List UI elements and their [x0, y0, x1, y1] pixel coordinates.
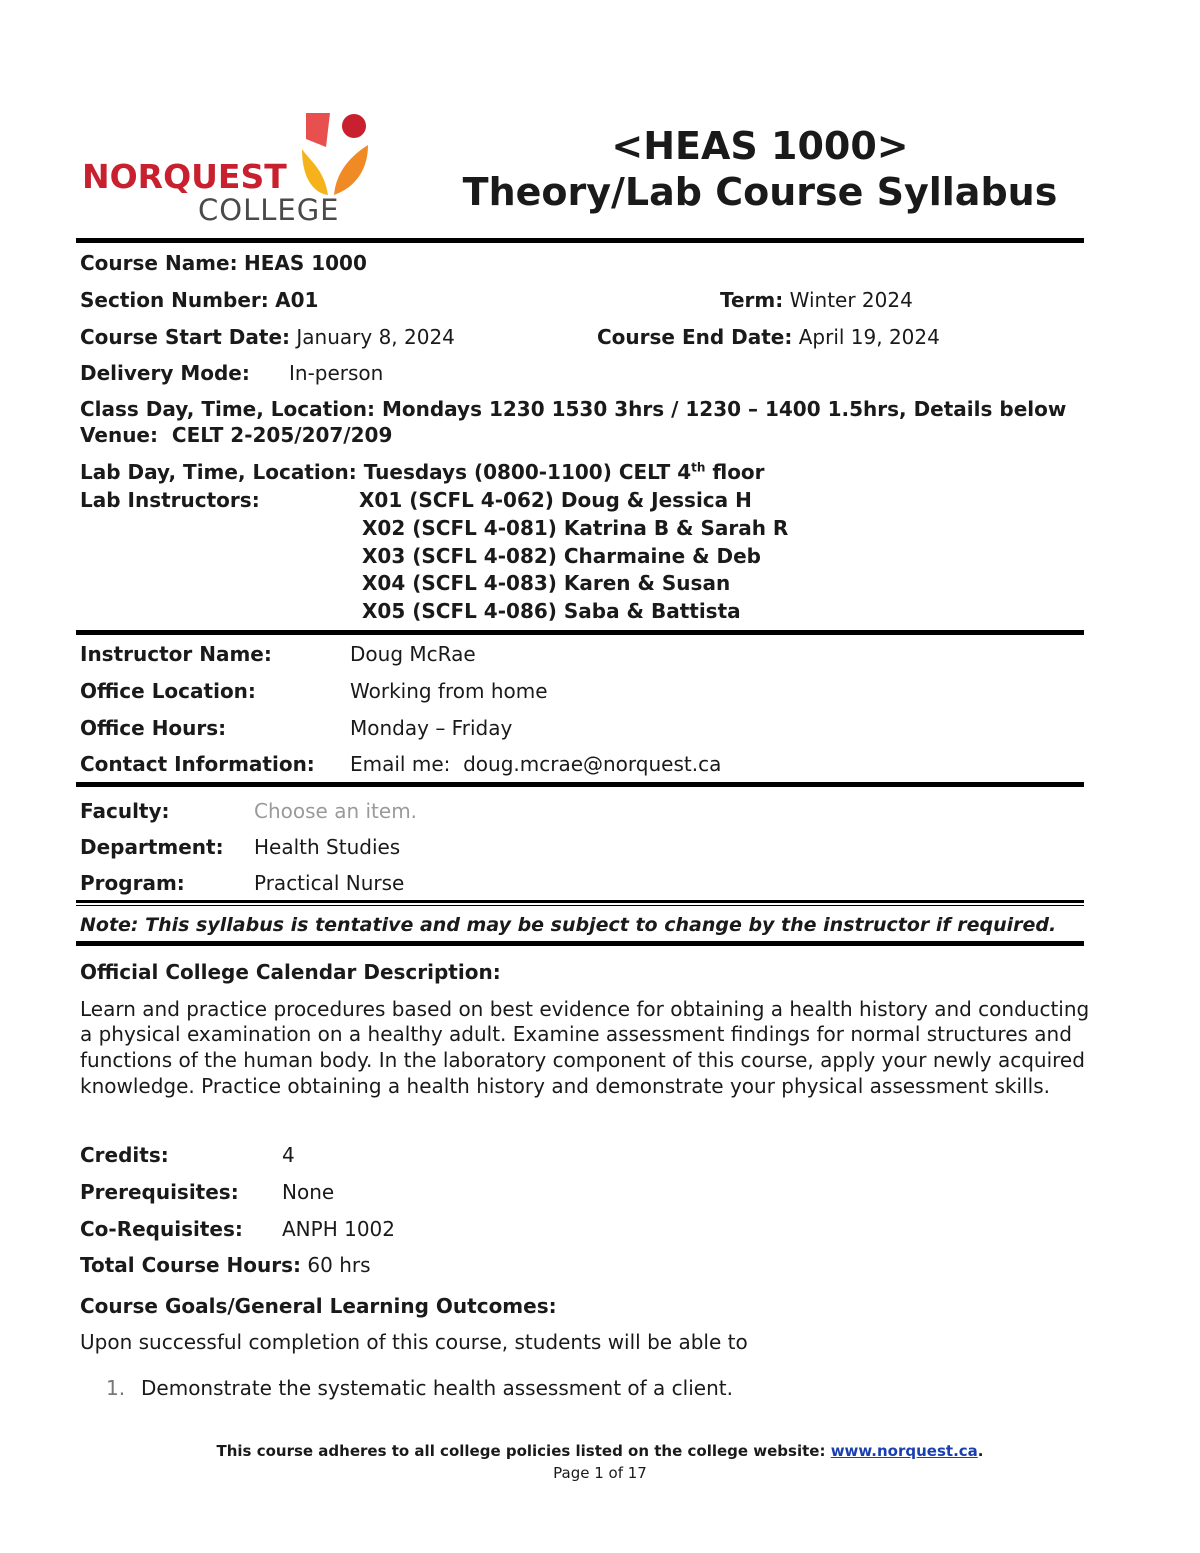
section-value: A01 [275, 288, 319, 312]
instructor-name-value: Doug McRae [350, 642, 476, 666]
start-date-label: Course Start Date: [80, 325, 291, 349]
credits-value: 4 [282, 1143, 295, 1167]
office-location-label: Office Location: [80, 679, 256, 703]
delivery-mode-value: In-person [289, 361, 384, 385]
goals-heading: Course Goals/General Learning Outcomes: [80, 1294, 557, 1318]
faculty-dropdown[interactable]: Choose an item. [254, 799, 418, 823]
divider [76, 238, 1084, 243]
program-value: Practical Nurse [254, 871, 405, 895]
footer-period: . [977, 1442, 984, 1460]
divider [76, 630, 1084, 635]
course-name-label: Course Name: [80, 251, 238, 275]
divider [76, 782, 1084, 787]
page-number: Page 1 of 17 [553, 1464, 647, 1482]
page-title-line2: Theory/Lab Course Syllabus [462, 170, 1058, 214]
venue-line: Venue: CELT 2-205/207/209 [80, 423, 393, 447]
calendar-line: Learn and practice procedures based on best evidence for obtaining a health history and conducting [80, 997, 1090, 1021]
section-row [80, 288, 318, 312]
department-label: Department: [80, 835, 224, 859]
office-hours-label: Office Hours: [80, 716, 227, 740]
delivery-mode-label: Delivery Mode: [80, 361, 250, 385]
page-title-line1: <HEAS 1000> [611, 124, 909, 168]
end-date-value: April 19, 2024 [798, 325, 940, 349]
goal-item: Demonstrate the systematic health assessment of a client. [141, 1376, 733, 1400]
divider [76, 941, 1084, 946]
calendar-heading: Official College Calendar Description: [80, 960, 501, 984]
calendar-line: functions of the human body. In the laboratory component of this course, apply your newly acquired [80, 1048, 1085, 1072]
faculty-label: Faculty: [80, 799, 170, 823]
start-date-row [80, 325, 455, 349]
logo-word-college: COLLEGE [198, 193, 340, 227]
corequisites-label: Co-Requisites: [80, 1217, 243, 1241]
course-name-value: HEAS 1000 [243, 251, 367, 275]
divider [76, 905, 1084, 906]
lab-schedule-line [80, 460, 765, 484]
total-hours-row [80, 1253, 371, 1277]
lab-instructor-item: X04 (SCFL 4-083) Karen & Susan [362, 571, 731, 595]
goals-intro: Upon successful completion of this course, students will be able to [80, 1330, 748, 1354]
lab-schedule-sup: th [691, 460, 706, 475]
lab-schedule-text: Lab Day, Time, Location: Tuesdays (0800-1100) CELT 4 [80, 460, 692, 484]
tentative-note: Note: This syllabus is tentative and may be subject to change by the instructor if required. [80, 914, 1057, 936]
department-value: Health Studies [254, 835, 401, 859]
prerequisites-label: Prerequisites: [80, 1180, 239, 1204]
lab-instructor-item: X01 (SCFL 4-062) Doug & Jessica H [359, 488, 752, 512]
lab-instructor-item: X03 (SCFL 4-082) Charmaine & Deb [362, 544, 761, 568]
lab-schedule-suffix: floor [705, 460, 765, 484]
total-hours-label: Total Course Hours: [80, 1253, 302, 1277]
calendar-line: a physical examination on a healthy adult. Examine assessment findings for normal structures and [80, 1022, 1072, 1046]
term-value: Winter 2024 [789, 288, 913, 312]
prerequisites-value: None [282, 1180, 335, 1204]
footer-policy-text: This course adheres to all college policies listed on the college website: [216, 1442, 831, 1460]
logo-mark-icon [296, 109, 376, 199]
course-name-row [80, 251, 367, 275]
website-link[interactable]: www.norquest.ca [830, 1442, 978, 1460]
office-location-value: Working from home [350, 679, 548, 703]
end-date-row [597, 325, 940, 349]
logo-word-norquest: NORQUEST [82, 157, 287, 196]
term-label: Term: [720, 288, 784, 312]
section-label: Section Number: [80, 288, 269, 312]
total-hours-value: 60 hrs [307, 1253, 371, 1277]
contact-label: Contact Information: [80, 752, 315, 776]
footer-policy [0, 1442, 1200, 1460]
office-hours-value: Monday – Friday [350, 716, 513, 740]
class-schedule-line: Class Day, Time, Location: Mondays 1230 1530 3hrs / 1230 – 1400 1.5hrs, Details below [80, 397, 1067, 421]
contact-value: Email me: doug.mcrae@norquest.ca [350, 752, 722, 776]
credits-label: Credits: [80, 1143, 169, 1167]
end-date-label: Course End Date: [597, 325, 793, 349]
corequisites-value: ANPH 1002 [282, 1217, 395, 1241]
program-label: Program: [80, 871, 185, 895]
divider [76, 900, 1084, 903]
college-logo [78, 105, 378, 229]
start-date-value: January 8, 2024 [296, 325, 455, 349]
lab-instructor-item: X02 (SCFL 4-081) Katrina B & Sarah R [362, 516, 789, 540]
lab-instructors-label: Lab Instructors: [80, 488, 260, 512]
lab-instructor-item: X05 (SCFL 4-086) Saba & Battista [362, 599, 741, 623]
goal-number: 1. [106, 1376, 126, 1400]
term-row [720, 288, 913, 312]
instructor-name-label: Instructor Name: [80, 642, 272, 666]
calendar-line: knowledge. Practice obtaining a health history and demonstrate your physical assessment skills. [80, 1074, 1050, 1098]
